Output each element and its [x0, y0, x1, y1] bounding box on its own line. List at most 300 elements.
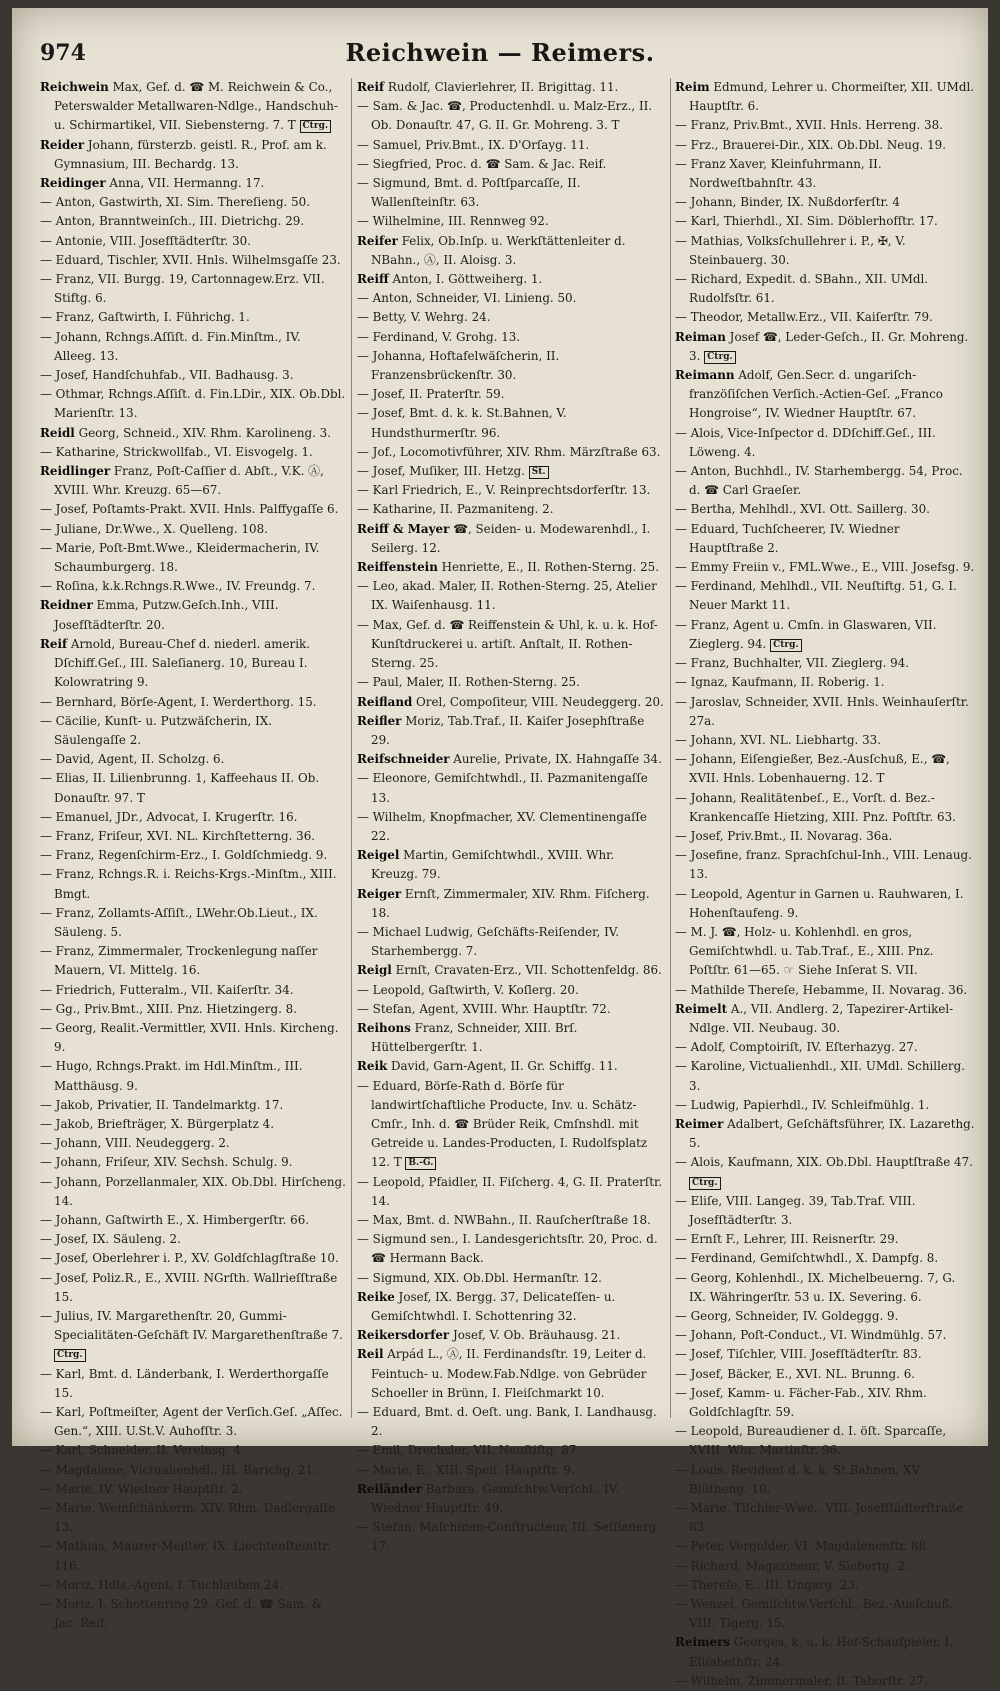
entry-details: Franz, Buchhalter, VII. Zieglerg. 94.: [690, 656, 910, 671]
directory-sub-entry: [40, 865, 346, 903]
directory-sub-entry: [40, 1480, 346, 1499]
directory-entry: [357, 1019, 665, 1057]
directory-sub-entry: [40, 366, 346, 385]
entry-details: Anton, Branntweinſch., III. Dietrichg. 29.: [55, 214, 305, 229]
entry-details: Leopold, Bureaudiener d. I. öſt. Sparcaſſe, XVIII. Whr. Martinſtr. 96.: [689, 1424, 947, 1458]
entry-details: Alois, Kaufmann, XIX. Ob.Dbl. Hauptſtraße 47.: [690, 1155, 973, 1170]
listing-mark-badge: Ctrg.: [300, 120, 332, 133]
directory-sub-entry: [675, 1499, 975, 1537]
entry-details: Max, Gef. d. ☎ Reiffenstein & Uhl, k. u. k. Hof-Kunſtdruckerei u. artiſt. Anſtalt, II. Rothen-Sterng. 25.: [371, 617, 658, 671]
entry-details: Marie, Poſt-Bmt.Wwe., Kleidermacherin, IV. Schaumburgerg. 18.: [54, 540, 320, 575]
entry-details: Martin, Gemiſchtwhdl., XVIII. Whr. Kreuzg. 79.: [371, 848, 615, 882]
entry-details: ☎, Seiden- u. Modewarenhdl., I. Seilerg. 12.: [371, 521, 651, 555]
directory-entry: [675, 1000, 975, 1038]
directory-sub-entry: [40, 328, 346, 366]
entry-details: Josef ☎, Leder-Geſch., II. Gr. Mohreng. 3.: [689, 329, 969, 363]
entry-details: David, Garn-Agent, II. Gr. Schiffg. 11.: [387, 1059, 618, 1074]
entry-details: Moriz, Tab.Traf., II. Kaiſer Josephſtraße 29.: [371, 713, 645, 747]
column-divider: [351, 78, 352, 1418]
entry-details: Karl, Bmt. d. Länderbank, I. Werderthorgaſſe 15.: [54, 1366, 329, 1400]
directory-sub-entry: [40, 846, 346, 865]
directory-sub-entry: [40, 1173, 346, 1211]
directory-sub-entry: [675, 1326, 975, 1345]
entry-details: Karl, Thierhdl., XI. Sim. Döblerhofſtr. 17.: [690, 214, 938, 229]
directory-sub-entry: [675, 846, 975, 884]
entry-details: Jaroslav, Schneider, XVII. Hnls. Weinhauſerſtr. 27a.: [689, 694, 969, 728]
directory-sub-entry: [357, 1230, 665, 1268]
entry-details: Josef, Handſchuhfab., VII. Badhausg. 3.: [55, 368, 294, 383]
directory-sub-entry: [675, 1384, 975, 1422]
directory-sub-entry: [675, 885, 975, 923]
directory-entry: [357, 1345, 665, 1403]
directory-sub-entry: [357, 1269, 665, 1288]
directory-sub-entry: [675, 500, 975, 519]
entry-details: Karl Friedrich, E., V. Reinprechtsdorferſtr. 13.: [372, 483, 651, 498]
entry-details: Jakob, Briefträger, X. Bürgerplatz 4.: [55, 1116, 274, 1131]
entry-details: Marie, Tiſchler-Wwe., VIII. Josefſtädterſtraße 83.: [689, 1501, 964, 1535]
entry-details: Marie, E., XIII. Speiſ. Hauptſtr. 9.: [372, 1462, 575, 1477]
directory-sub-entry: [40, 1441, 346, 1460]
directory-sub-entry: [675, 1038, 975, 1057]
entry-details: Franz, Schneider, XIII. Brſ. Hüttelbergerſtr. 1.: [371, 1020, 578, 1055]
entry-details: Katharine, II. Pazmaniteng. 2.: [372, 502, 554, 517]
directory-sub-entry: [40, 693, 346, 712]
entry-details: Ignaz, Kaufmann, II. Roberig. 1.: [690, 675, 885, 690]
entry-details: Wilhelm, Knopfmacher, XV. Clementinengaſſe 22.: [371, 809, 647, 843]
entry-details: Wilhelmine, III. Rennweg 92.: [372, 214, 549, 229]
entry-details: Bernhard, Börſe-Agent, I. Werderthorg. 15.: [55, 694, 317, 709]
entry-details: Eduard, Bmt. d. Oeſt. ung. Bank, I. Landhausg. 2.: [371, 1405, 657, 1439]
directory-sub-entry: [40, 193, 346, 212]
directory-sub-entry: [357, 673, 665, 692]
directory-sub-entry: [40, 1461, 346, 1480]
directory-sub-entry: [675, 1537, 975, 1556]
entry-surname: Reiman: [675, 329, 726, 344]
directory-sub-entry: [675, 1307, 975, 1326]
entry-details: Sigmund, Bmt. d. Poſtſparcaſſe, II. Wallenſteinſtr. 63.: [371, 176, 581, 210]
directory-sub-entry: [675, 1230, 975, 1249]
entry-details: Franz, VII. Burgg. 19, Cartonnagew.Erz. VII. Stiftg. 6.: [54, 272, 325, 306]
directory-sub-entry: [357, 1403, 665, 1441]
entry-details: Johann, Poſt-Conduct., VI. Windmühlg. 57.: [690, 1328, 947, 1343]
entry-surname: Reiff & Mayer: [357, 521, 450, 536]
entry-details: Emma, Putzw.Geſch.Inh., VIII. Josefſtädterſtr. 20.: [54, 598, 279, 632]
directory-sub-entry: [675, 193, 975, 212]
entry-details: Josef, Oberlehrer i. P., XV. Goldſchlagſtraße 10.: [55, 1251, 339, 1266]
directory-sub-entry: [357, 462, 665, 481]
entry-surname: Reifland: [357, 694, 413, 709]
entry-details: Sam. & Jac. ☎, Productenhdl. u. Malz-Erz., II. Ob. Donauſtr. 47, G. II. Gr. Mohreng. 3. T: [371, 99, 653, 133]
directory-sub-entry: [675, 558, 975, 577]
entry-details: Josef, Bäcker, E., XVI. NL. Brunng. 6.: [690, 1366, 916, 1381]
entry-details: Adolf, Gen.Secr. d. ungariſch-franzöſiſchen Verſich.-Actien-Geſ. „Franco Hongroise“, IV. Wiedner Hauptſtr. 67.: [689, 368, 943, 421]
entry-details: Adalbert, Geſchäftsführer, IX. Lazarethg. 5.: [689, 1116, 975, 1151]
directory-sub-entry: [357, 500, 665, 519]
entry-details: Aurelie, Private, IX. Hahngaſſe 34.: [449, 752, 662, 767]
directory-sub-entry: [40, 904, 346, 942]
entry-details: Johanna, Hoftafelwäſcherin, II. Franzensbrückenſtr. 30.: [371, 348, 560, 383]
directory-sub-entry: [357, 1000, 665, 1019]
directory-sub-entry: [357, 808, 665, 846]
directory-sub-entry: [675, 308, 975, 327]
entry-details: Johann, Realitätenbeſ., E., Vorſt. d. Bez.-Krankencaſſe Hietzing, XIII. Pnz. Poſtſtr. 63.: [689, 790, 956, 824]
directory-sub-entry: [40, 769, 346, 807]
directory-sub-entry: [675, 789, 975, 827]
directory-sub-entry: [675, 923, 975, 981]
directory-sub-entry: [357, 1211, 665, 1230]
entry-surname: Reidinger: [40, 176, 106, 191]
entry-details: Felix, Ob.Inſp. u. Werkſtättenleiter d. NBahn., Ⓐ, II. Aloisg. 3.: [371, 233, 626, 267]
entry-details: Ludwig, Papierhdl., IV. Schleifmühlg. 1.: [690, 1097, 930, 1112]
entry-details: Stefan, Agent, XVIII. Whr. Hauptſtr. 72.: [372, 1001, 611, 1016]
directory-sub-entry: [675, 1192, 975, 1230]
entry-details: Anton, Gastwirth, XI. Sim. Thereſieng. 50.: [55, 195, 311, 210]
entry-details: Johann, Binder, IX. Nußdorferſtr. 4: [690, 195, 900, 210]
directory-sub-entry: [675, 270, 975, 308]
entry-surname: Reike: [357, 1289, 395, 1304]
directory-sub-entry: [40, 1153, 346, 1172]
entry-surname: Reigl: [357, 963, 392, 978]
column-3: [675, 78, 975, 1688]
entry-surname: Reiffenstein: [357, 560, 438, 575]
entry-details: Antonie, VIII. Josefſtädterſtr. 30.: [55, 233, 252, 248]
directory-sub-entry: [40, 500, 346, 519]
entry-details: Leopold, Pfaidler, II. Fiſcherg. 4, G. II. Praterſtr. 14.: [371, 1174, 663, 1208]
entry-details: Franz Xaver, Kleinfuhrmann, II. Nordweſtbahnſtr. 43.: [689, 156, 882, 191]
directory-sub-entry: [40, 750, 346, 769]
entry-details: Frz., Brauerei-Dir., XIX. Ob.Dbl. Neug. 19.: [690, 137, 947, 152]
directory-sub-entry: [357, 616, 665, 674]
entry-details: Johann, Porzellanmaler, XIX. Ob.Dbl. Hirſcheng. 14.: [54, 1174, 346, 1208]
directory-sub-entry: [675, 424, 975, 462]
directory-sub-entry: [40, 1096, 346, 1115]
column-1: [40, 78, 346, 1631]
directory-sub-entry: [675, 1672, 975, 1691]
entry-details: Josef, Kamm- u. Fächer-Fab., XIV. Rhm. Goldſchlagſtr. 59.: [689, 1385, 927, 1420]
entry-details: Juliane, Dr.Wwe., X. Quelleng. 108.: [55, 521, 268, 536]
entry-details: Cäcilie, Kunſt- u. Putzwäſcherin, IX. Säulengaſſe 2.: [54, 713, 273, 747]
entry-details: Johann, fürsterzb. geistl. R., Prof. am k. Gymnasium, III. Bechardg. 13.: [54, 137, 327, 171]
entry-details: Josef, Poſtamts-Prakt. XVII. Hnls. Palffygaſſe 6.: [55, 502, 339, 517]
directory-entry: [675, 1633, 975, 1671]
directory-sub-entry: [40, 212, 346, 231]
directory-entry: [357, 693, 665, 712]
directory-sub-entry: [675, 654, 975, 673]
entry-details: Leopold, Gaſtwirth, V. Koſlerg. 20.: [372, 982, 579, 997]
entry-surname: Reichwein: [40, 80, 109, 94]
entry-details: Paul, Maler, II. Rothen-Sterng. 25.: [372, 675, 580, 690]
directory-entry: [40, 136, 346, 174]
entry-details: David, Agent, II. Scholzg. 6.: [55, 752, 225, 767]
listing-mark-badge: B.-G.: [405, 1157, 436, 1170]
entry-details: Franz, Priv.Bmt., XVII. Hnls. Herreng. 38.: [690, 118, 943, 133]
directory-entry: [357, 885, 665, 923]
entry-details: Katharine, Strickwollfab., VI. Eisvogelg. 1.: [55, 444, 313, 459]
directory-sub-entry: [40, 1211, 346, 1230]
directory-sub-entry: [357, 174, 665, 212]
entry-details: Anton, Buchhdl., IV. Starhembergg. 54, Proc. d. ☎ Carl Graeſer.: [689, 464, 963, 498]
directory-entry: [357, 750, 665, 769]
directory-sub-entry: [40, 251, 346, 270]
entry-details: Franz, Gaſtwirth, I. Führichg. 1.: [55, 310, 250, 325]
directory-sub-entry: [40, 1057, 346, 1095]
directory-sub-entry: [40, 308, 346, 327]
entry-details: Eduard, Tischler, XVII. Hnls. Wilhelmsgaſſe 23.: [55, 252, 341, 267]
directory-entry: [357, 1288, 665, 1326]
entry-details: Johann, XVI. NL. Liebhartg. 33.: [690, 732, 882, 747]
directory-sub-entry: [675, 1153, 975, 1191]
entry-details: Josef, Bmt. d. k. k. St.Bahnen, V. Hundsthurmerſtr. 96.: [371, 406, 567, 440]
directory-entry: [357, 558, 665, 577]
entry-details: Theodor, Metallw.Erz., VII. Kaiſerſtr. 79.: [690, 310, 933, 325]
entry-details: Franz, Regenſchirm-Erz., I. Goldſchmiedg. 9.: [55, 848, 328, 863]
directory-entry: [675, 78, 975, 116]
entry-details: Johann, VIII. Neudeggerg. 2.: [55, 1136, 230, 1151]
directory-sub-entry: [40, 1499, 346, 1537]
entry-surname: Reik: [357, 1059, 388, 1074]
entry-details: Josefine, franz. Sprachſchul-Inh., VIII. Lenaug. 13.: [689, 848, 972, 882]
entry-details: Arpád L., Ⓐ, II. Ferdinandsſtr. 19, Leiter d. Feintuch- u. Modew.Fab.Ndlge. von Gebrüder Schoeller in Brünn, I. Fleiſchmarkt 10.: [371, 1347, 647, 1400]
entry-details: Moriz, Hdls.-Agent, I. Tuchlauben 24.: [55, 1577, 283, 1592]
listing-mark-badge: Ctrg.: [770, 639, 802, 652]
directory-sub-entry: [40, 1365, 346, 1403]
entry-details: Hugo, Rchngs.Prakt. im Hdl.Minſtm., III. Matthäusg. 9.: [54, 1059, 303, 1093]
directory-sub-entry: [40, 1249, 346, 1268]
entry-details: Betty, V. Wehrg. 24.: [372, 310, 491, 325]
entry-details: Eduard, Tuchſcheerer, IV. Wiedner Hauptſtraße 2.: [689, 521, 900, 555]
entry-details: Karl, Schneider, II. Vereinsg. 4.: [55, 1443, 245, 1458]
entry-details: Ferdinand, V. Grohg. 13.: [372, 329, 521, 344]
entry-details: Anton, Schneider, VI. Linieng. 50.: [372, 291, 577, 306]
entry-details: Leopold, Agentur in Garnen u. Rauhwaren, I. Hohenſtaufeng. 9.: [689, 886, 964, 920]
directory-sub-entry: [357, 212, 665, 231]
entry-details: Johann, Friſeur, XIV. Sechsh. Schulg. 9.: [55, 1155, 293, 1170]
directory-sub-entry: [675, 673, 975, 692]
directory-sub-entry: [40, 270, 346, 308]
directory-sub-entry: [357, 1518, 665, 1556]
listing-mark-badge: St.: [529, 466, 549, 479]
entry-details: Georges, k. u. k. Hof-Schauſpieler, I. Eliſabethſtr. 24.: [689, 1635, 954, 1669]
entry-details: Emmy Freiin v., FML.Wwe., E., VIII. Josefsg. 9.: [690, 560, 975, 575]
directory-sub-entry: [675, 116, 975, 135]
column-2: [357, 78, 665, 1554]
directory-entry: [357, 270, 665, 289]
directory-sub-entry: [357, 308, 665, 327]
entry-details: Karoline, Victualienhdl., XII. UMdl. Schillerg. 3.: [689, 1059, 965, 1093]
entry-details: Mathilde Thereſe, Hebamme, II. Novarag. 36.: [690, 982, 968, 997]
directory-sub-entry: [675, 1345, 975, 1364]
directory-sub-entry: [40, 1269, 346, 1307]
entry-surname: Reidner: [40, 598, 93, 613]
directory-sub-entry: [40, 1230, 346, 1249]
directory-sub-entry: [675, 212, 975, 231]
directory-sub-entry: [357, 289, 665, 308]
entry-details: Georg, Schneider, IV. Goldeggg. 9.: [690, 1309, 899, 1323]
entry-details: Mathias, Volksſchullehrer i. P., ✠, V. Steinbauerg. 30.: [689, 233, 906, 267]
directory-entry: [40, 78, 346, 136]
directory-entry: [40, 635, 346, 693]
directory-sub-entry: [357, 577, 665, 615]
entry-surname: Reimelt: [675, 1001, 728, 1016]
entry-details: Eduard, Börſe-Rath d. Börſe für landwirtſchaftliche Producte, Inv. u. Schätz-Cmſr., Inh. d. ☎ Brüder Reik, Cmſnshdl. mit Getreide u. Landes-Producten, I. Rudolfsplatz 12. T: [371, 1078, 648, 1170]
entry-details: Edmund, Lehrer u. Chormeiſter, XII. UMdl. Hauptſtr. 6.: [689, 80, 975, 114]
directory-sub-entry: [40, 1134, 346, 1153]
directory-sub-entry: [40, 1537, 346, 1575]
directory-sub-entry: [40, 1019, 346, 1057]
directory-sub-entry: [357, 404, 665, 442]
directory-sub-entry: [357, 136, 665, 155]
directory-entry: [40, 596, 346, 634]
entry-details: Emil, Drechsler, VII. Neuſtiftg. 87.: [372, 1443, 581, 1458]
entry-details: Barbara, Gemiſchtw.Verſchl., IV. Wiedner Hauptſtr. 49.: [371, 1481, 620, 1516]
directory-sub-entry: [675, 577, 975, 615]
entry-details: Roſina, k.k.Rchngs.R.Wwe., IV. Freundg. 7.: [55, 579, 316, 594]
directory-entry: [40, 462, 346, 500]
entry-details: Josef, IX. Bergg. 37, Delicateſſen- u. Gemiſchtwhdl. I. Schottenring 32.: [371, 1289, 616, 1323]
entry-details: Marie, IV. Wiedner Hauptſtr. 2.: [55, 1481, 243, 1496]
entry-details: Franz, Rchngs.R. i. Reichs-Krgs.-Minſtm., XIII. Bmgt.: [54, 867, 337, 901]
directory-sub-entry: [675, 1269, 975, 1307]
directory-sub-entry: [40, 981, 346, 1000]
entry-details: Georg, Schneid., XIV. Rhm. Karolineng. 3.: [74, 425, 332, 440]
entry-details: M. J. ☎, Holz- u. Kohlenhdl. en gros, Gemiſchtwhdl. u. Tab.Traf., E., XIII. Pnz. Poſtſtr. 61—65. ☞ Siehe Inſerat S. VII.: [689, 924, 934, 978]
entry-details: Stefan, Maſchinen-Conſtructeur, III. Seſſianerg. 17.: [371, 1520, 661, 1554]
entry-details: Rudolf, Clavierlehrer, II. Brigittag. 11.: [384, 80, 619, 94]
directory-entry: [357, 712, 665, 750]
entry-details: Eliſe, VIII. Langeg. 39, Tab.Traf. VIII. Josefſtädterſtr. 3.: [689, 1193, 916, 1227]
directory-sub-entry: [675, 1249, 975, 1268]
directory-sub-entry: [357, 347, 665, 385]
entry-details: Samuel, Priv.Bmt., IX. D'Orſayg. 11.: [372, 137, 590, 152]
directory-sub-entry: [675, 827, 975, 846]
directory-entry: [357, 232, 665, 270]
directory-sub-entry: [357, 1461, 665, 1480]
directory-sub-entry: [357, 385, 665, 404]
directory-sub-entry: [40, 1595, 346, 1633]
entry-details: Josef, IX. Säuleng. 2.: [55, 1232, 181, 1247]
entry-details: Julius, IV. Margarethenſtr. 20, Gummi-Specialitäten-Geſchäft IV. Margarethenſtraße 7.: [54, 1309, 343, 1343]
entry-details: Anton, I. Göttweiherg. 1.: [388, 272, 543, 287]
page-header: [12, 30, 988, 70]
entry-details: Elias, II. Lilienbrunng. 1, Kaffeehaus II. Ob. Donauſtr. 97. T: [54, 771, 320, 805]
entry-surname: Reiger: [357, 886, 402, 901]
entry-details: Alois, Vice-Inſpector d. DDſchiff.Geſ., III. Löweng. 4.: [689, 425, 936, 459]
directory-sub-entry: [40, 443, 346, 462]
entry-details: Mathias, Maurer-Meiſter, IX. Liechtenſteinſtr. 116.: [54, 1539, 331, 1573]
directory-sub-entry: [675, 981, 975, 1000]
entry-details: Sigmund, XIX. Ob.Dbl. Hermanſtr. 12.: [372, 1270, 602, 1285]
entry-surname: Reider: [40, 137, 85, 152]
page-number: 974: [40, 40, 86, 66]
entry-details: Peter, Vergolder, VI. Magdalenenſtr. 88.: [690, 1539, 930, 1554]
entry-surname: Reifler: [357, 713, 402, 728]
directory-sub-entry: [675, 1422, 975, 1460]
listing-mark-badge: Ctrg.: [704, 351, 736, 364]
entry-details: Anna, VII. Hermanng. 17.: [105, 176, 265, 191]
entry-details: Georg, Kohlenhdl., IX. Michelbeuerng. 7, G. IX. Währingerſtr. 53 u. IX. Severing. 6.: [689, 1270, 956, 1304]
entry-details: Franz, Friſeur, XVI. NL. Kirchſtetterng. 36.: [55, 828, 316, 843]
directory-sub-entry: [675, 155, 975, 193]
entry-details: Orel, Compoſiteur, VIII. Neudeggerg. 20.: [412, 694, 664, 709]
entry-details: Ernſt, Cravaten-Erz., VII. Schottenfeldg. 86.: [391, 963, 662, 978]
entry-surname: Reimann: [675, 368, 735, 383]
directory-entry: [357, 1326, 665, 1345]
entry-details: Max, Gef. d. ☎ M. Reichwein & Co., Peterswalder Metallwaren-Ndlge., Handschuh- u. Schirmartikel, VII. Siebensterng. 7. T: [54, 80, 338, 133]
entry-surname: Reifer: [357, 233, 398, 248]
entry-details: Moriz, I. Schottenring 29, Gef. d. ☎ Sam. & Jac. Reif.: [54, 1597, 323, 1631]
directory-entry: [675, 328, 975, 366]
directory-sub-entry: [675, 1576, 975, 1595]
entry-details: A., VII. Andlerg. 2, Tapezirer-Artikel-Ndlge. VII. Neubaug. 30.: [689, 1001, 954, 1035]
directory-sub-entry: [40, 1307, 346, 1365]
directory-entry: [357, 78, 665, 97]
directory-sub-entry: [675, 750, 975, 788]
entry-details: Marie, Weinſchänkerin, XIV. Rhm. Dadlergaſſe 13.: [54, 1501, 336, 1535]
directory-entry: [40, 174, 346, 193]
directory-sub-entry: [675, 462, 975, 500]
directory-sub-entry: [357, 97, 665, 135]
entry-surname: Reigel: [357, 848, 400, 863]
entry-details: Josef, Muſiker, III. Hetzg.: [372, 464, 525, 479]
column-divider: [670, 78, 671, 1418]
directory-entry: [357, 846, 665, 884]
entry-details: Gg., Priv.Bmt., XIII. Pnz. Hietzingerg. 8.: [55, 1001, 297, 1016]
entry-surname: Reil: [357, 1347, 384, 1362]
entry-details: Wenzel, Gemiſchtw.Verſchl., Bez.-Ausſchuß, VIII. Tigerg. 15.: [689, 1597, 954, 1631]
directory-sub-entry: [40, 1115, 346, 1134]
entry-surname: Reif: [40, 636, 68, 651]
entry-details: Ernſt F., Lehrer, III. Reisnerſtr. 29.: [690, 1232, 899, 1247]
entry-details: Othmar, Rchngs.Aſſiſt. d. Fin.LDir., XIX. Ob.Dbl. Marienſtr. 13.: [54, 387, 346, 421]
entry-surname: Reihons: [357, 1020, 411, 1035]
directory-entry: [357, 1057, 665, 1076]
directory-sub-entry: [675, 136, 975, 155]
entry-details: Leo, akad. Maler, II. Rothen-Sterng. 25, Atelier IX. Waiſenhausg. 11.: [371, 579, 657, 613]
directory-sub-entry: [357, 328, 665, 347]
directory-entry: [40, 424, 346, 443]
directory-sub-entry: [357, 1077, 665, 1173]
entry-details: Josef, Poliz.R., E., XVIII. NGrſth. Wallrieſſtraße 15.: [54, 1270, 338, 1304]
directory-sub-entry: [675, 616, 975, 654]
entry-details: Jakob, Privatier, II. Tandelmarktg. 17.: [55, 1097, 284, 1112]
entry-details: Johann, Eiſengießer, Bez.-Ausſchuß, E., ☎, XVII. Hnls. Lobenhauerng. 12. T: [689, 752, 950, 786]
entry-details: Johann, Rchngs.Aſſiſt. d. Fin.Minſtm., IV. Alleeg. 13.: [54, 329, 301, 363]
entry-surname: Reidlinger: [40, 464, 111, 479]
directory-sub-entry: [357, 481, 665, 500]
entry-details: Bertha, Mehlhdl., XVI. Ott. Saillerg. 30.: [690, 502, 930, 517]
entry-surname: Reimer: [675, 1116, 724, 1131]
directory-sub-entry: [675, 1595, 975, 1633]
entry-details: Josef, V. Ob. Bräuhausg. 21.: [449, 1328, 621, 1343]
directory-sub-entry: [675, 1461, 975, 1499]
directory-sub-entry: [675, 1365, 975, 1384]
entry-details: Franz, Zimmermaler, Trockenlegung naſſer Mauern, VI. Mittelg. 16.: [54, 944, 318, 978]
directory-sub-entry: [40, 232, 346, 251]
directory-sub-entry: [675, 232, 975, 270]
entry-details: Richard, Magazineur, V. Siebertg. 2.: [690, 1558, 909, 1573]
directory-sub-entry: [357, 1173, 665, 1211]
entry-details: Louis, Revident d. k. k. St.Bahnen, XV. Blütheng. 10.: [689, 1462, 922, 1496]
entry-details: Sigmund sen., I. Landesgerichtsſtr. 20, Proc. d. ☎ Hermann Back.: [371, 1232, 658, 1266]
entry-details: Ferdinand, Mehlhdl., VII. Neuſtiftg. 51, G. I. Neuer Markt 11.: [689, 579, 957, 613]
directory-sub-entry: [40, 942, 346, 980]
directory-sub-entry: [357, 981, 665, 1000]
directory-sub-entry: [40, 808, 346, 827]
entry-surname: Reifschneider: [357, 752, 450, 767]
entry-details: Ferdinand, Gemiſchtwhdl., X. Dampfg. 8.: [690, 1251, 939, 1266]
entry-details: Friedrich, Futteralm., VII. Kaiſerſtr. 34.: [55, 982, 294, 997]
running-title: Reichwein — Reimers.: [345, 38, 655, 67]
